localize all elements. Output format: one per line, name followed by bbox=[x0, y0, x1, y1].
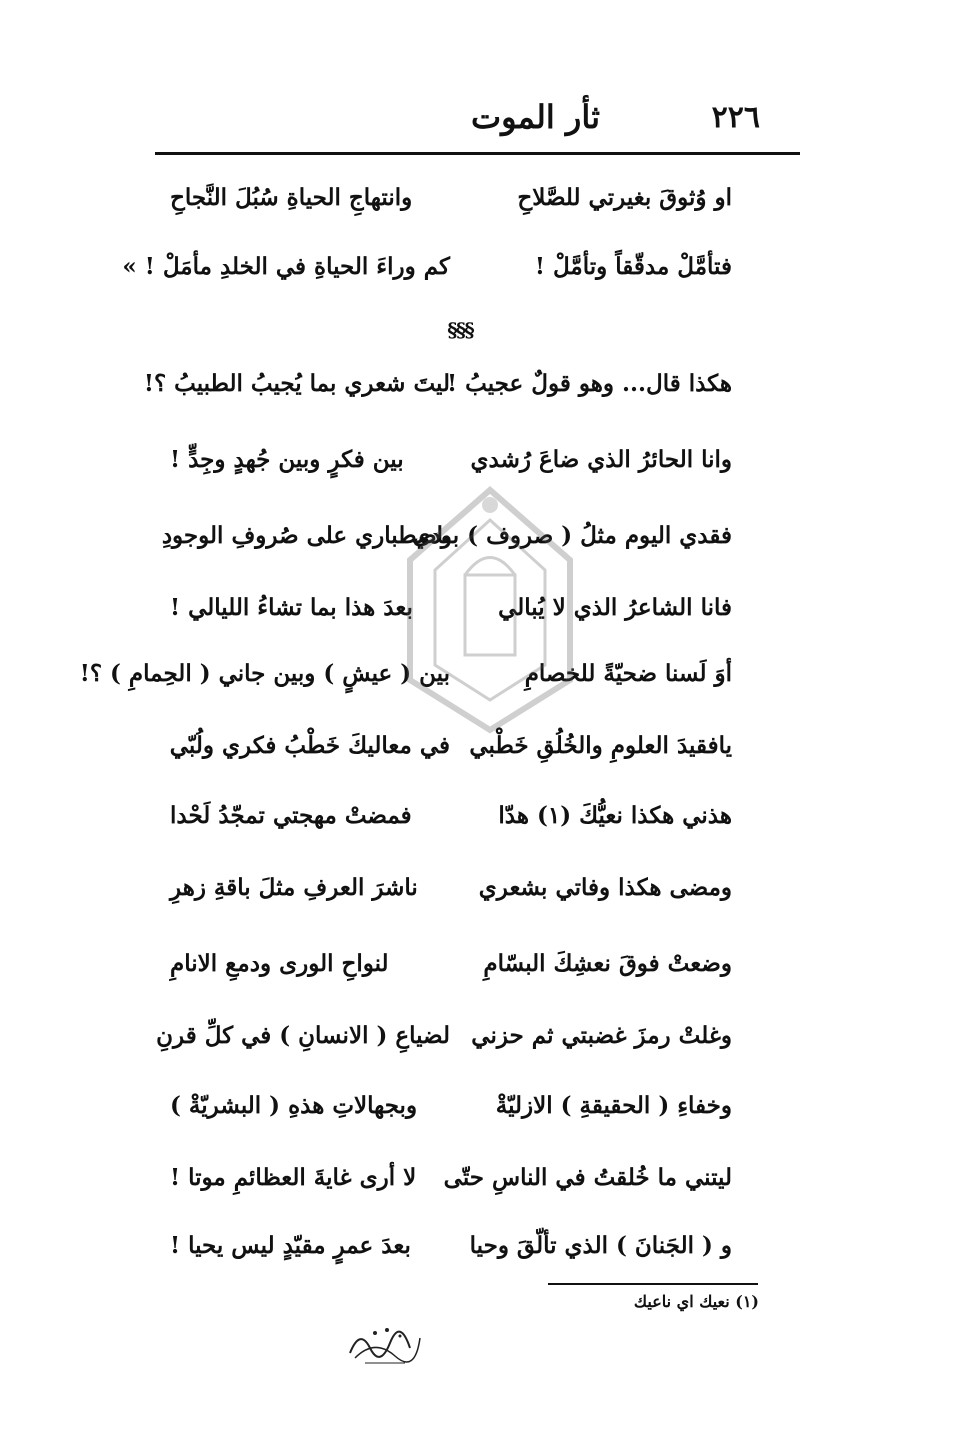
first-hemistich: فانا الشاعرُ الذي لا يُبالي bbox=[498, 594, 732, 621]
verse-line bbox=[150, 1164, 750, 1214]
verse-line bbox=[150, 802, 750, 852]
second-hemistich: باصطباري على صُروفِ الوجودِ bbox=[161, 522, 450, 549]
first-hemistich: وغلتْ رمزَ غضبتي ثم حزني bbox=[471, 1022, 732, 1049]
first-hemistich: او وُثوقَ بغيرتي للصَّلاحِ bbox=[517, 184, 732, 211]
page-header bbox=[150, 92, 800, 152]
second-hemistich: لضياعِ ( الانسانِ ) في كلِّ قرنِ bbox=[156, 1022, 450, 1049]
verse-line bbox=[150, 184, 750, 234]
second-hemistich: فمضتْ مهجتي تمجّدُ لَحْدا bbox=[170, 802, 412, 829]
verse-line bbox=[150, 1022, 750, 1072]
header-rule bbox=[155, 152, 800, 155]
second-hemistich: ليتَ شعري بما يُجيبُ الطبيبُ ؟! bbox=[143, 370, 450, 397]
second-hemistich: في معاليكَ خَطْبُ فكري ولُبّي bbox=[169, 732, 450, 759]
footnote: (١) نعيك اي ناعيك bbox=[633, 1292, 759, 1311]
verse-line bbox=[150, 950, 750, 1000]
second-hemistich: وانتهاجِ الحياةِ سُبُلَ النَّجاحِ bbox=[170, 184, 413, 211]
first-hemistich: وضعتْ فوقَ نعشِكَ البسّامِ bbox=[483, 950, 732, 977]
first-hemistich: فتأمَّلْ مدقّقاً وتأمَّلْ ! bbox=[534, 253, 732, 280]
second-hemistich: بعدَ عمرٍ مقيّدٍ ليس يحيا ! bbox=[170, 1232, 411, 1259]
first-hemistich: هكذا قال... وهو قولٌ عجيبُ ! bbox=[447, 370, 732, 397]
page-title: ثأر الموت bbox=[470, 98, 600, 136]
first-hemistich: هذني هكذا نعيُّكَ (١) هدّا bbox=[498, 802, 732, 829]
first-hemistich: أوَ لَسنا ضحيّةً للخصامِ bbox=[524, 660, 732, 687]
footnote-rule bbox=[548, 1283, 758, 1285]
calligraphic-ornament-icon bbox=[345, 1318, 425, 1368]
first-hemistich: وانا الحائرُ الذي ضاعَ رُشدي bbox=[470, 446, 732, 473]
second-hemistich: وبجهالاتِ هذهِ ( البشريّةْ ) bbox=[170, 1092, 418, 1119]
first-hemistich: وخفاءِ ( الحقيقةِ ) الازليّةْ bbox=[495, 1092, 732, 1119]
verse-line bbox=[122, 253, 750, 303]
library-seal-watermark-icon bbox=[395, 480, 585, 740]
first-hemistich: ومضى هكذا وفاتي بشعري bbox=[478, 874, 732, 901]
page-number: ٢٢٦ bbox=[711, 100, 760, 135]
verse-line bbox=[150, 1232, 750, 1282]
second-hemistich: لا أرى غايةَ العظائمِ موتا ! bbox=[170, 1164, 417, 1191]
verse-line bbox=[150, 1092, 750, 1142]
section-separator: §§§ bbox=[447, 318, 473, 342]
second-hemistich: بين ( عيشٍ ) وبين جاني ( الحِمامِ ) ؟! bbox=[79, 660, 450, 687]
second-hemistich: كم وراءَ الحياةِ في الخلدِ مأمَلْ ! » bbox=[122, 253, 450, 280]
first-hemistich: ليتني ما خُلقتُ في الناسِ حتّى bbox=[443, 1164, 732, 1191]
second-hemistich: لنواحِ الورى ودمعِ الانامِ bbox=[170, 950, 389, 977]
first-hemistich: و ( الجَنانَ ) الذي تألّقَ وحيا bbox=[469, 1232, 732, 1259]
second-hemistich: بعدَ هذا بما تشاءُ الليالي ! bbox=[170, 594, 413, 621]
second-hemistich: بين فكرٍ وبين جُهدٍ وجِدٍّ ! bbox=[170, 446, 404, 473]
verse-line bbox=[143, 370, 750, 420]
second-hemistich: ناشرَ العرفِ مثلَ باقةِ زهرِ bbox=[170, 874, 418, 901]
verse-line bbox=[150, 874, 750, 924]
first-hemistich: فقدي اليوم مثلُ ( صروف ) بودي bbox=[412, 522, 732, 549]
first-hemistich: يافقيدَ العلومِ والخُلُقِ خَطْبي bbox=[469, 732, 732, 759]
